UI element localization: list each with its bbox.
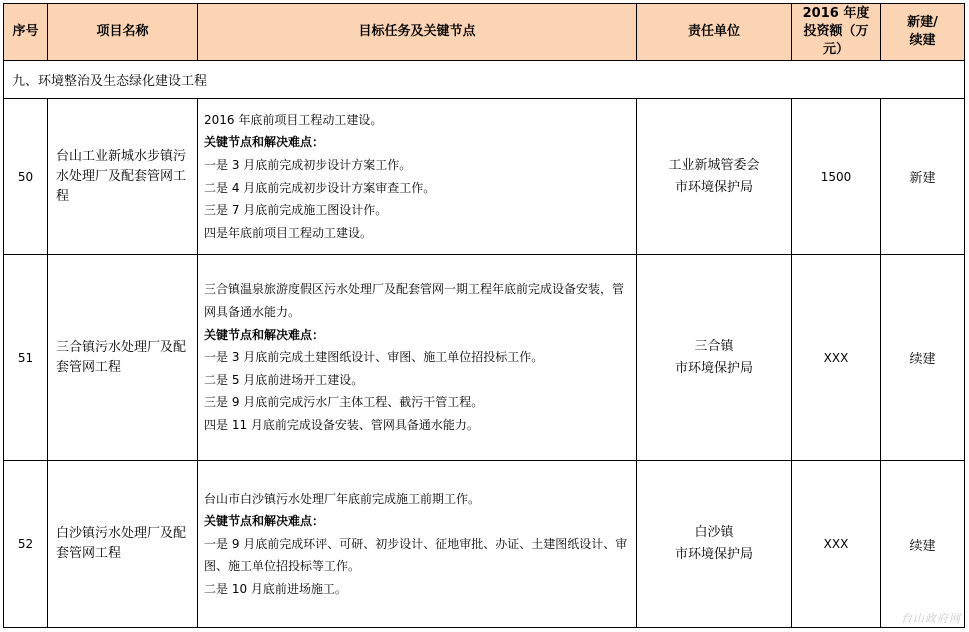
unit-line: 三合镇 xyxy=(694,338,734,354)
table-row xyxy=(4,99,965,255)
section-row xyxy=(4,61,965,99)
watermark-logo: 台山政府网 xyxy=(901,612,961,625)
task-key-points-label: 关键节点和解决难点： xyxy=(204,514,325,529)
header-unit: 责任单位 xyxy=(637,4,792,61)
row-name: 三合镇污水处理厂及配套管网工程 xyxy=(48,255,198,461)
task-line: 2016 年底前项目工程动工建设。 xyxy=(204,112,383,127)
row-type: 续建 xyxy=(881,255,965,461)
row-investment: XXX xyxy=(792,255,881,461)
row-tasks xyxy=(198,461,637,628)
row-investment: XXX xyxy=(792,461,881,628)
row-seq: 51 xyxy=(4,255,48,461)
unit-line: 白沙镇 xyxy=(694,525,734,540)
task-line: 四是年底前项目工程动工建设。 xyxy=(204,225,373,240)
row-investment: 1500 xyxy=(792,99,881,255)
row-tasks xyxy=(198,99,637,255)
header-investment: 2016 年度投资额（万元） xyxy=(792,4,881,61)
row-type: 新建 xyxy=(881,99,965,255)
row-unit xyxy=(637,99,792,255)
table-row xyxy=(4,255,965,461)
task-line: 二是 4 月底前完成初步设计方案审查工作。 xyxy=(204,180,436,195)
unit-line: 市环境保护局 xyxy=(674,360,753,376)
table-row xyxy=(4,461,965,628)
row-seq: 50 xyxy=(4,99,48,255)
project-table xyxy=(3,3,965,628)
task-line: 三是 9 月底前完成污水厂主体工程、截污干管工程。 xyxy=(204,395,484,410)
row-name: 台山工业新城水步镇污水处理厂及配套管网工程 xyxy=(48,99,198,255)
unit-line: 市环境保护局 xyxy=(674,547,753,562)
section-title: 九、环境整治及生态绿化建设工程 xyxy=(4,61,965,99)
row-unit xyxy=(637,255,792,461)
task-line: 二是 5 月底前进场开工建设。 xyxy=(204,372,364,387)
task-line: 三合镇温泉旅游度假区污水处理厂及配套管网一期工程年底前完成设备安装，管网具备通水能力。 xyxy=(204,282,625,320)
row-type: 续建 xyxy=(881,461,965,628)
header-type: 新建/续建 xyxy=(881,4,965,61)
row-unit xyxy=(637,461,792,628)
task-line: 一是 9 月底前完成环评、可研、初步设计、征地审批、办证、土建图纸设计、审图、施工单位招投标等工作。 xyxy=(204,536,628,574)
task-line: 四是 11 月底前完成设备安装、管网具备通水能力。 xyxy=(204,417,479,432)
header-row xyxy=(4,4,965,61)
unit-line: 市环境保护局 xyxy=(674,179,753,195)
row-seq: 52 xyxy=(4,461,48,628)
task-key-points-label: 关键节点和解决难点： xyxy=(204,135,325,150)
row-tasks xyxy=(198,255,637,461)
row-name: 白沙镇污水处理厂及配套管网工程 xyxy=(48,461,198,628)
header-name: 项目名称 xyxy=(48,4,198,61)
header-seq: 序号 xyxy=(4,4,48,61)
task-line: 一是 3 月底前完成土建图纸设计、审图、施工单位招投标工作。 xyxy=(204,350,544,365)
unit-line: 工业新城管委会 xyxy=(668,157,760,173)
task-line: 二是 10 月底前进场施工。 xyxy=(204,581,347,596)
header-tasks: 目标任务及关键节点 xyxy=(198,4,637,61)
task-line: 台山市白沙镇污水处理厂年底前完成施工前期工作。 xyxy=(204,491,481,506)
task-line: 三是 7 月底前完成施工图设计作。 xyxy=(204,203,388,218)
task-line: 一是 3 月底前完成初步设计方案工作。 xyxy=(204,157,412,172)
task-key-points-label: 关键节点和解决难点： xyxy=(204,327,325,342)
